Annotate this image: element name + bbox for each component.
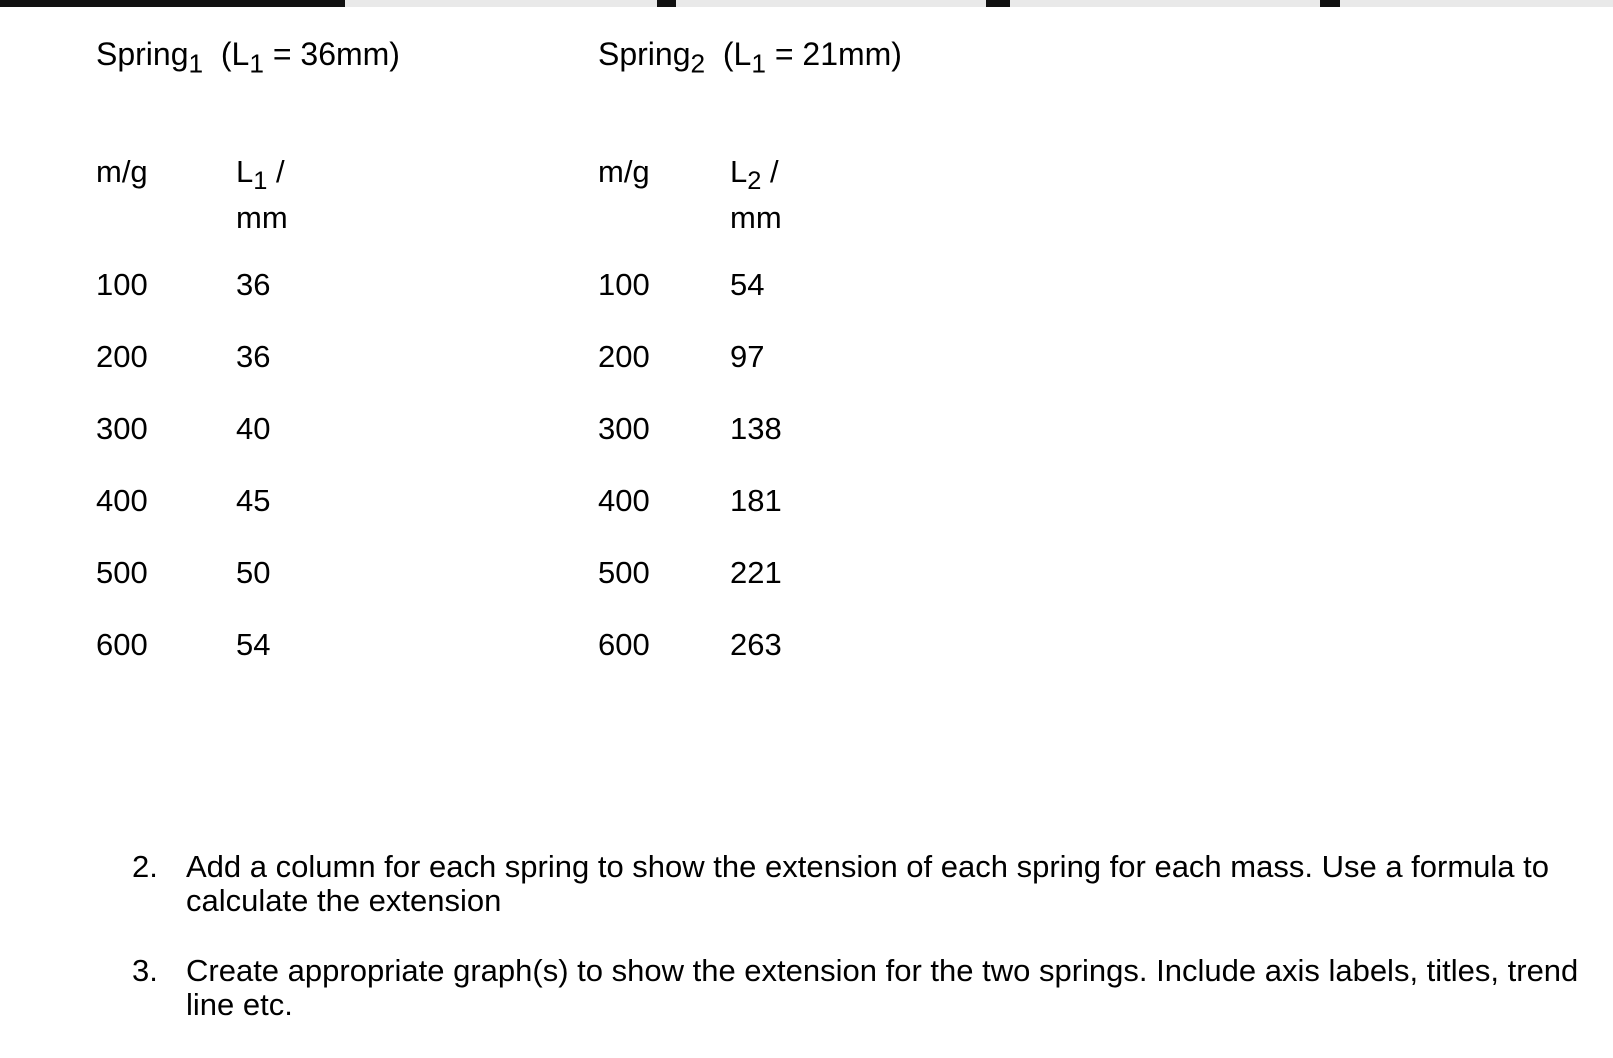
- spring2-mass-header: m/g: [598, 154, 650, 189]
- spring1-heading-value: = 36mm): [263, 36, 400, 72]
- spring1-length-cell: 54: [236, 627, 271, 662]
- spring2-mass-cell: 500: [598, 555, 650, 590]
- spring2-length-cell: 138: [730, 411, 782, 446]
- spring1-mass-cell: 200: [96, 339, 148, 374]
- instruction-text: Add a column for each spring to show the extension of each spring for each mass. Use a formula to calculate the extension: [186, 849, 1550, 918]
- spring1-heading: [96, 34, 400, 79]
- spring1-mass-cell: 600: [96, 627, 148, 662]
- spring2-mass-cell: 300: [598, 411, 650, 446]
- spring2-heading-value: = 21mm): [765, 36, 902, 72]
- spring1-length-cell: 50: [236, 555, 271, 590]
- spring2-mass-cell: 100: [598, 267, 650, 302]
- spring1-heading-left-sub: 1: [249, 48, 264, 79]
- spring2-length-cell: 181: [730, 483, 782, 518]
- spring2-heading-name-sub: 2: [690, 48, 706, 79]
- spring1-heading-left: (L: [220, 36, 250, 72]
- spring1-length-symbol: L: [236, 154, 254, 189]
- spring1-mass-header: m/g: [96, 154, 148, 189]
- spring2-length-cell: 54: [730, 267, 765, 302]
- spring2-length-unit: mm: [730, 200, 782, 235]
- spring1-length-cell: 40: [236, 411, 271, 446]
- instruction-number: 3.: [132, 953, 158, 988]
- strip-thumb-2: [676, 0, 986, 7]
- spring1-length-cell: 36: [236, 339, 271, 374]
- spring2-length-symbol: L: [730, 154, 748, 189]
- spring1-length-cell: 36: [236, 267, 271, 302]
- spring2-heading-left-sub: 1: [751, 48, 766, 79]
- spring1-length-unit: mm: [236, 200, 288, 235]
- spring2-length-cell: 97: [730, 339, 765, 374]
- instruction-item: [132, 850, 1592, 918]
- spring2-length-sub: 2: [747, 167, 762, 196]
- spring2-length-cell: 263: [730, 627, 782, 662]
- spring2-length-header: [730, 150, 779, 194]
- instruction-item: [132, 954, 1592, 1022]
- spring2-heading: [598, 34, 902, 79]
- spring1-mass-cell: 300: [96, 411, 148, 446]
- spring2-mass-cell: 400: [598, 483, 650, 518]
- spring2-heading-name: Spring: [598, 36, 691, 72]
- strip-thumb-1: [345, 0, 657, 7]
- spring2-length-slash: /: [761, 154, 779, 189]
- spring1-length-sub: 1: [253, 167, 268, 196]
- spring1-mass-cell: 100: [96, 267, 148, 302]
- spring2-mass-cell: 200: [598, 339, 650, 374]
- spring2-length-cell: 221: [730, 555, 782, 590]
- spring1-heading-name-sub: 1: [188, 48, 204, 79]
- spring2-mass-cell: 600: [598, 627, 650, 662]
- strip-thumb-4: [1340, 0, 1613, 7]
- instruction-text: Create appropriate graph(s) to show the extension for the two springs. Include axis labels, titles, trend line etc.: [186, 953, 1579, 1022]
- spring1-heading-name: Spring: [96, 36, 189, 72]
- top-scroll-strip: [0, 0, 1613, 7]
- instructions-list: [132, 850, 1592, 1058]
- strip-thumb-3: [1010, 0, 1320, 7]
- instruction-number: 2.: [132, 849, 158, 884]
- spring1-mass-cell: 400: [96, 483, 148, 518]
- spring1-length-cell: 45: [236, 483, 271, 518]
- spring1-mass-cell: 500: [96, 555, 148, 590]
- spring2-heading-left: (L: [722, 36, 752, 72]
- spring1-length-slash: /: [267, 154, 285, 189]
- spring1-length-header: [236, 150, 285, 194]
